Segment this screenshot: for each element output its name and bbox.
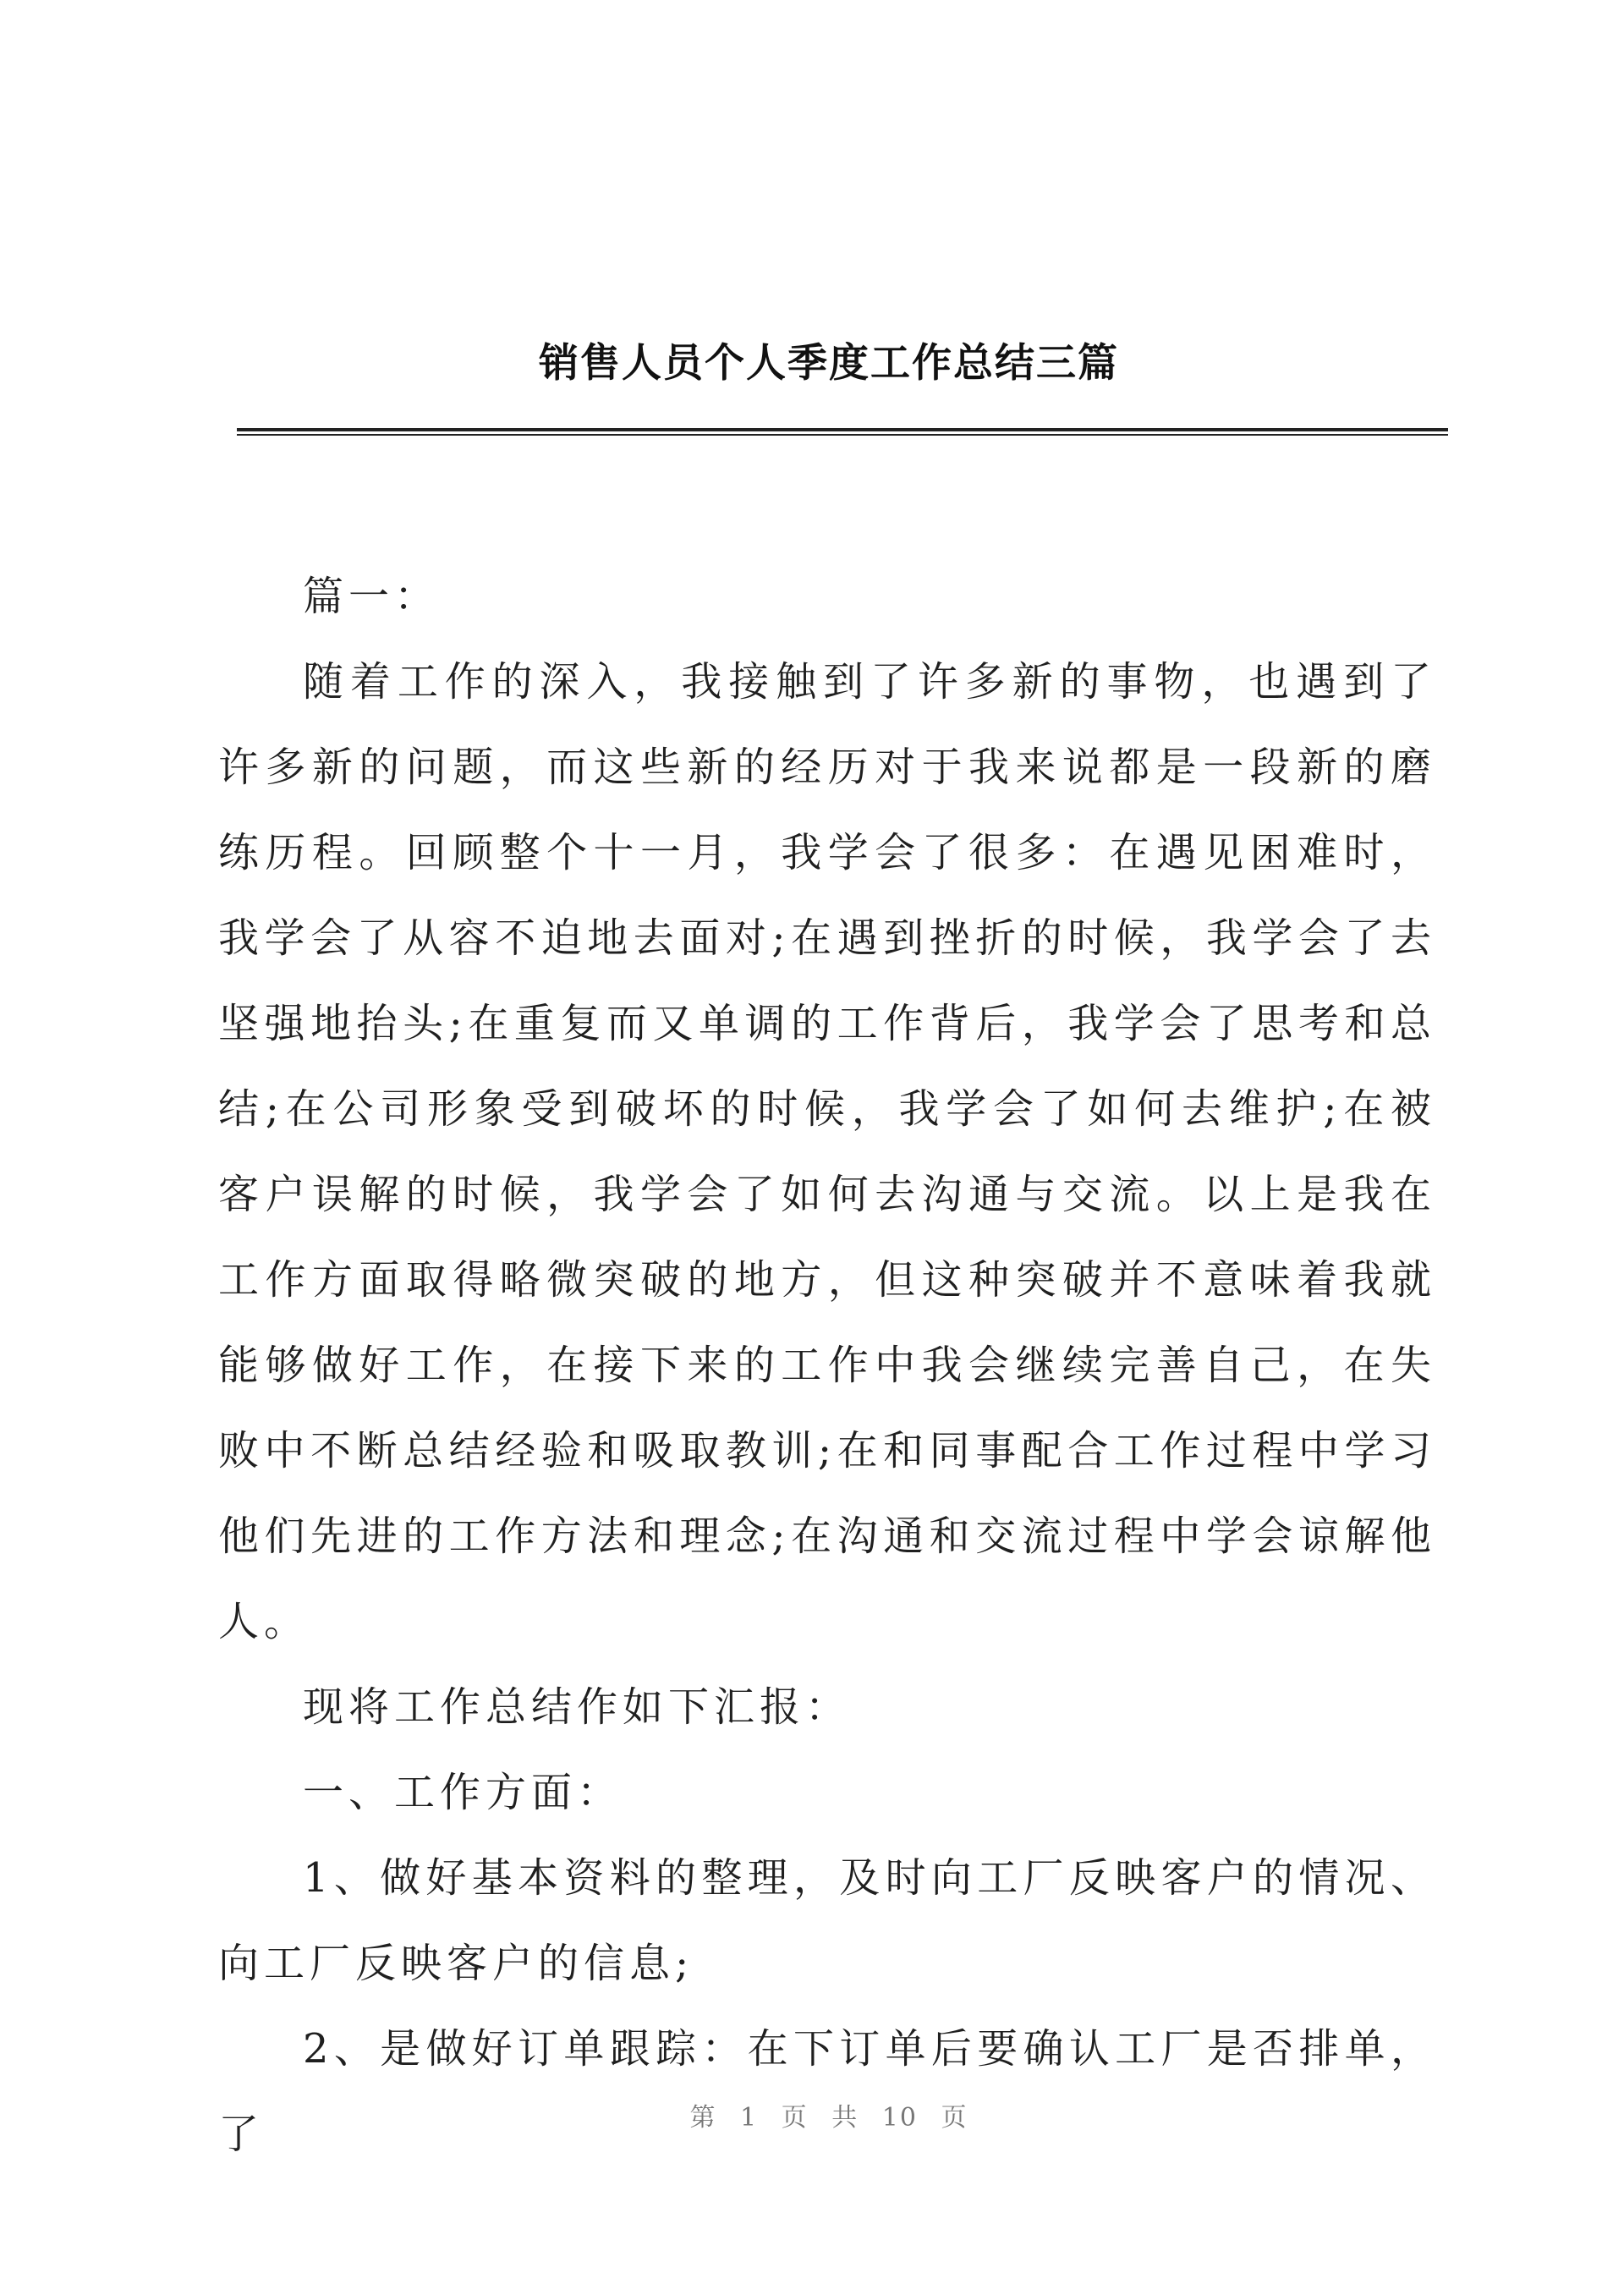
title-double-rule xyxy=(237,428,1448,436)
body-paragraph: 现将工作总结作如下汇报： xyxy=(303,1683,852,1731)
body-paragraph: 随着工作的深入，我接触到了许多新的事物，也遇到了许多新的问题，而这些新的经历对于我来说都是一段新的磨练历程。回顾整个十一月，我学会了很多：在遇见困难时，我学会了从容不迫地去面对;在遇到挫折的时候，我学会了去坚强地抬头;在重复而又单调的工作背后，我学会了思考和总结;在公司形象受到破坏的时候，我学会了如何去维护;在被客户误解的时候，我学会了如何去沟通与交流。以上是我在工作方面取得略微突破的地方，但这种突破并不意味着我就能够做好工作，在接下来的工作中我会继续完善自己，在失败中不断总结经验和吸取教训;在和同事配合工作过程中学习他们先进的工作方法和理念;在沟通和交流过程中学会谅解他人。 xyxy=(218,658,1436,1645)
section-subheading: 一、工作方面： xyxy=(303,1769,623,1816)
section-heading: 篇一： xyxy=(303,573,441,620)
list-item: 2、是做好订单跟踪：在下订单后要确认工厂是否排单，了 xyxy=(218,2025,1436,2158)
document-body xyxy=(218,554,1436,2177)
list-item: 1、做好基本资料的整理，及时向工厂反映客户的情况、向工厂反映客户的信息; xyxy=(218,1854,1436,1987)
page-footer: 第 1 页 共 10 页 xyxy=(689,2103,968,2133)
document-title: 销售人员个人季度工作总结三篇 xyxy=(539,340,1119,387)
